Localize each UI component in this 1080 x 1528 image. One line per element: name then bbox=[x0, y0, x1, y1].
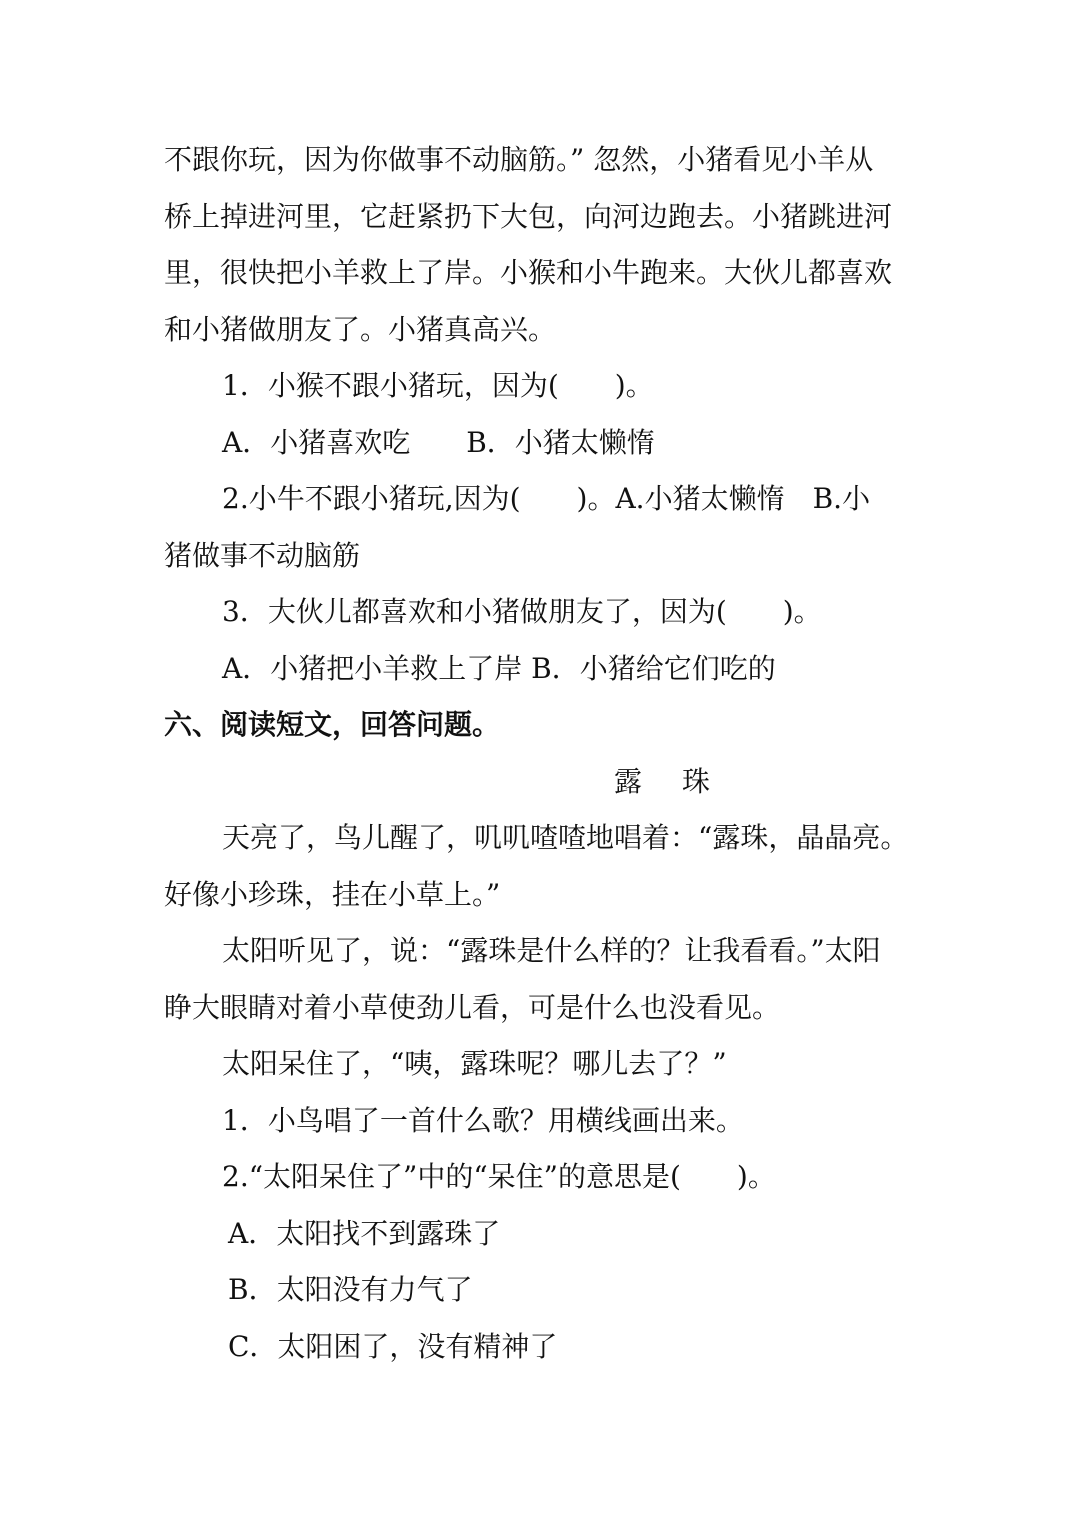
passage-paragraph-1-line-1: 天亮了，鸟儿醒了，叽叽喳喳地唱着：“露珠，晶晶亮。 bbox=[222, 821, 909, 854]
passage-paragraph-2-line-2: 睁大眼睛对着小草使劲儿看，可是什么也没看见。 bbox=[164, 990, 781, 1024]
story1-paragraph-line-2: 桥上掉进河里，它赶紧扔下大包，向河边跑去。小猪跳进河 bbox=[164, 199, 893, 233]
section-6-heading: 六、阅读短文，回答问题。 bbox=[164, 708, 501, 741]
passage-q2-option-c: C．太阳困了，没有精神了 bbox=[228, 1329, 558, 1363]
story1-question-2-line-1: 2.小牛不跟小猪玩,因为( )。A.小猪太懒惰 B.小 bbox=[222, 482, 871, 515]
passage-paragraph-3: 太阳呆住了，“咦，露珠呢？哪儿去了？” bbox=[222, 1047, 727, 1080]
story1-paragraph-line-4: 和小猪做朋友了。小猪真高兴。 bbox=[164, 312, 557, 346]
passage-title-char-2: 珠 bbox=[682, 764, 711, 798]
passage-question-2: 2.“太阳呆住了”中的“呆住”的意思是( )。 bbox=[222, 1160, 776, 1193]
story1-question-3-options: A．小猪把小羊救上了岸 B．小猪给它们吃的 bbox=[222, 651, 776, 685]
story1-question-2-line-2: 猪做事不动脑筋 bbox=[164, 538, 361, 572]
story1-q1-option-a: A．小猪喜欢吃 bbox=[222, 425, 411, 459]
story1-question-1: 1．小猴不跟小猪玩，因为( )。 bbox=[222, 369, 654, 402]
passage-q2-option-a: A．太阳找不到露珠了 bbox=[228, 1216, 501, 1250]
passage-question-1: 1．小鸟唱了一首什么歌？用横线画出来。 bbox=[222, 1103, 744, 1137]
story1-q1-option-b: B．小猪太懒惰 bbox=[466, 425, 655, 459]
story1-question-1-options bbox=[164, 415, 920, 472]
passage-title bbox=[164, 754, 920, 811]
worksheet-content bbox=[164, 132, 920, 1375]
story1-paragraph-line-3: 里，很快把小羊救上了岸。小猴和小牛跑来。大伙儿都喜欢 bbox=[164, 256, 893, 289]
passage-paragraph-1-line-2: 好像小珍珠，挂在小草上。” bbox=[164, 877, 501, 911]
passage-title-char-1: 露 bbox=[614, 764, 643, 798]
story1-paragraph-line-1: 不跟你玩，因为你做事不动脑筋。” 忽然，小猪看见小羊从 bbox=[164, 143, 874, 176]
passage-q2-option-b: B．太阳没有力气了 bbox=[228, 1273, 473, 1306]
story1-question-3: 3．大伙儿都喜欢和小猪做朋友了，因为( )。 bbox=[222, 595, 822, 628]
passage-paragraph-2-line-1: 太阳听见了，说：“露珠是什么样的？让我看看。”太阳 bbox=[222, 934, 881, 967]
